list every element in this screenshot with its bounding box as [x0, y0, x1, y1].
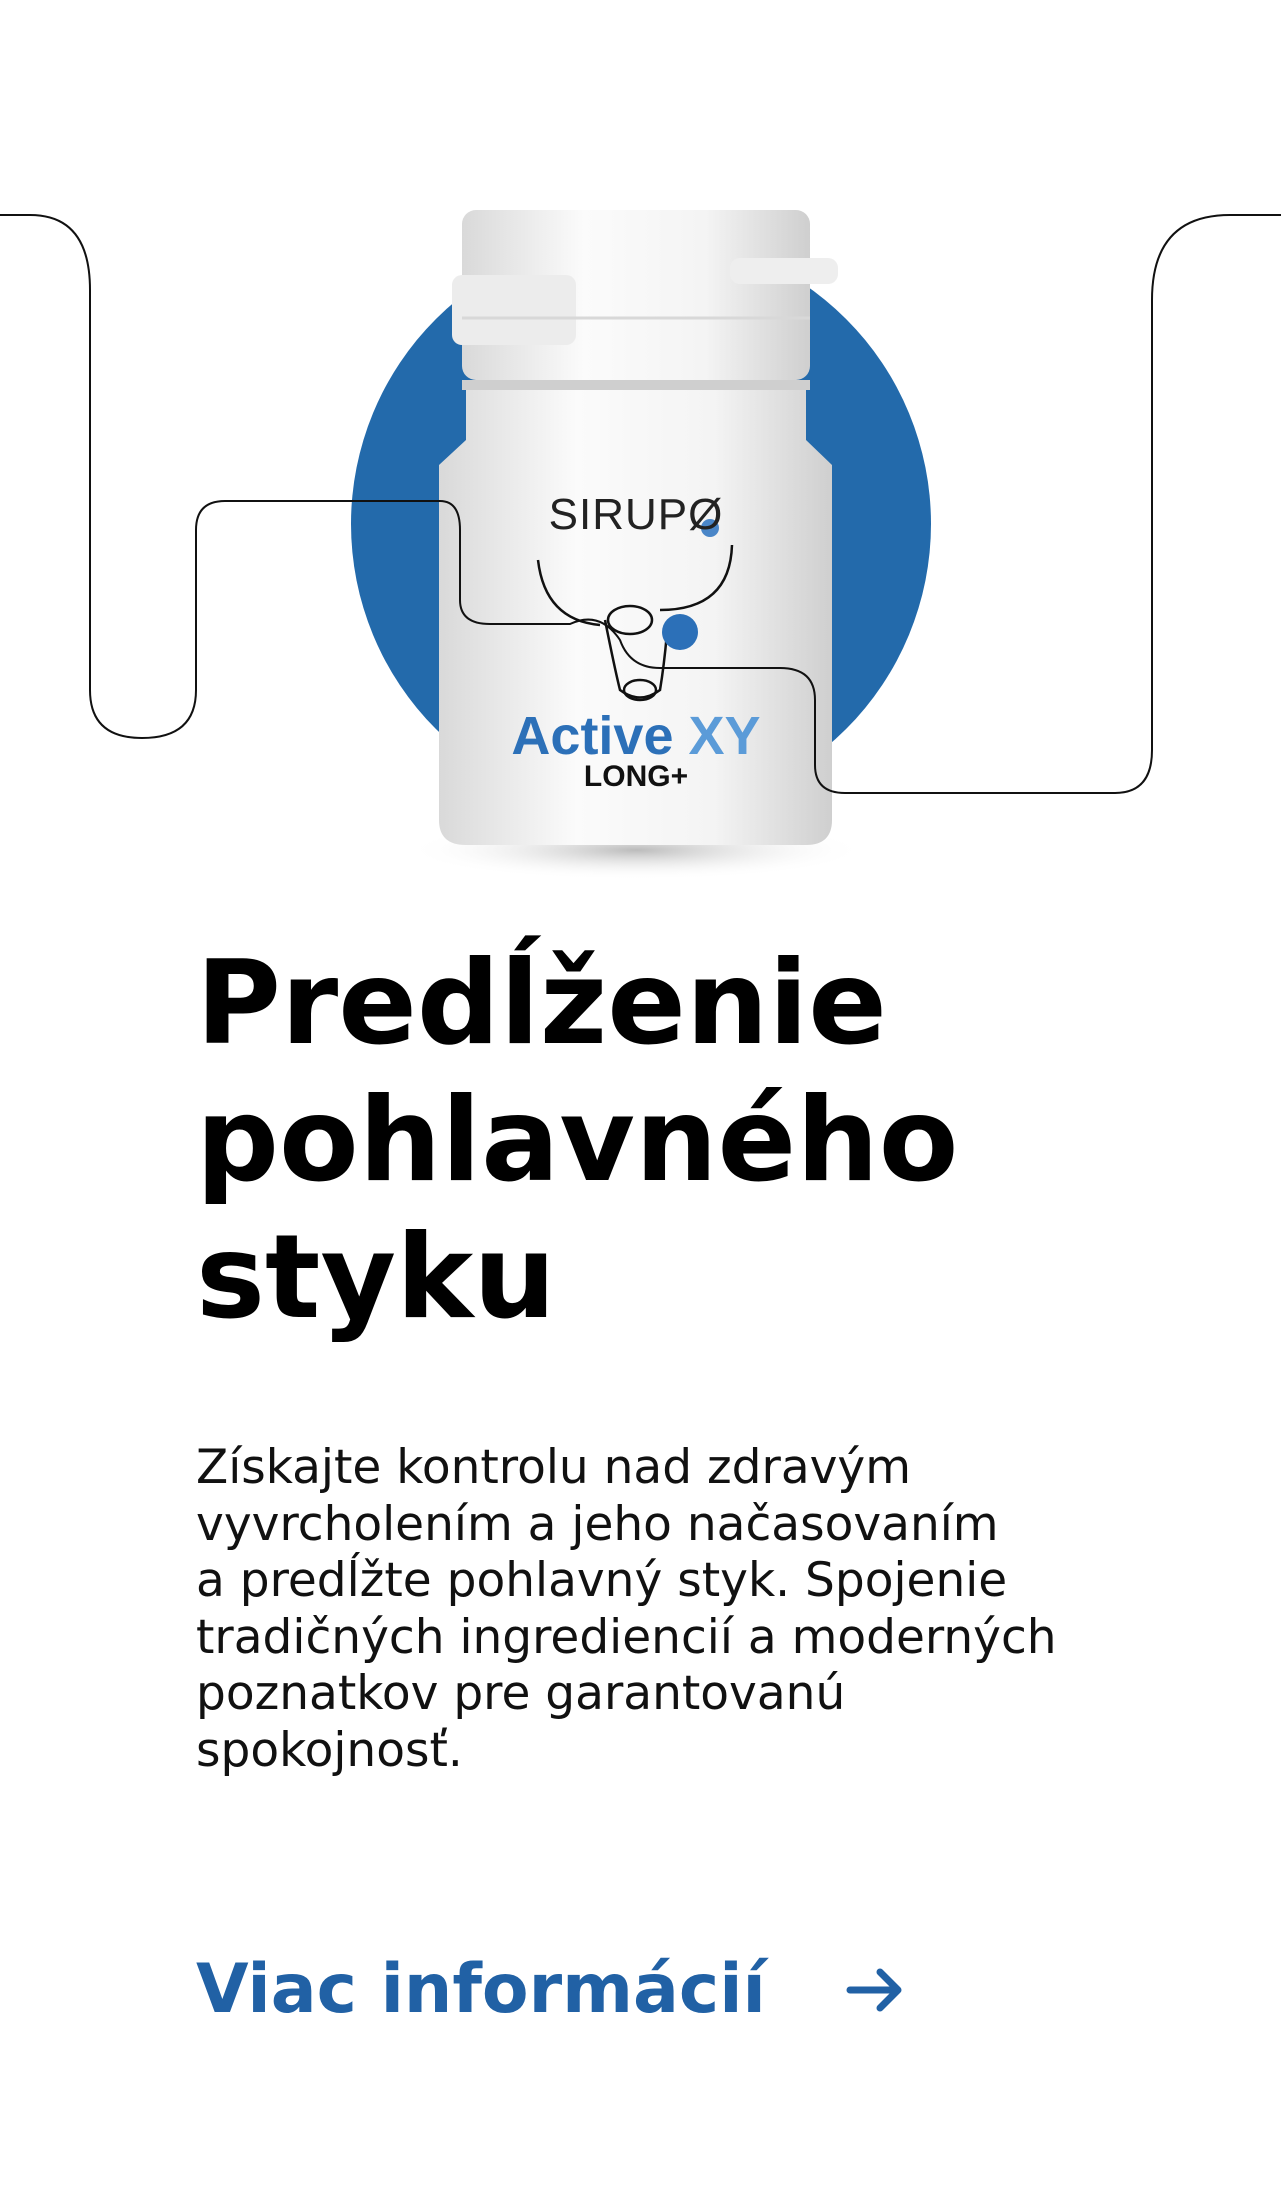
product-name-accent: XY: [688, 706, 761, 766]
description-line: Získajte kontrolu nad zdravým: [196, 1440, 912, 1495]
title-line: pohlavného: [196, 1073, 959, 1208]
product-name: [439, 705, 833, 767]
product-name-main: Active: [511, 706, 689, 766]
logo-dot-icon: [662, 614, 698, 650]
description-line: tradičných ingrediencií a moderných: [196, 1609, 1057, 1665]
description-line: poznatkov pre garantovanú: [196, 1666, 846, 1721]
description: [196, 1440, 1057, 1779]
title-line: Predĺženie: [196, 936, 887, 1071]
description-line: spokojnosť.: [196, 1722, 463, 1778]
product-hero: [0, 0, 1281, 900]
description-line: a predĺžte pohlavný styk. Spojenie: [196, 1553, 1008, 1608]
product-subtitle: LONG+: [583, 760, 689, 793]
more-info-link[interactable]: [196, 1950, 906, 2029]
page-title: [196, 935, 959, 1346]
arrow-right-icon: [846, 1965, 906, 2015]
brand-logo: SIRUPØ: [548, 490, 724, 539]
title-line: styku: [196, 1210, 556, 1345]
description-line: vyvrcholením a jeho načasovaním: [196, 1496, 999, 1552]
more-info-label: Viac informácií: [196, 1950, 766, 2029]
